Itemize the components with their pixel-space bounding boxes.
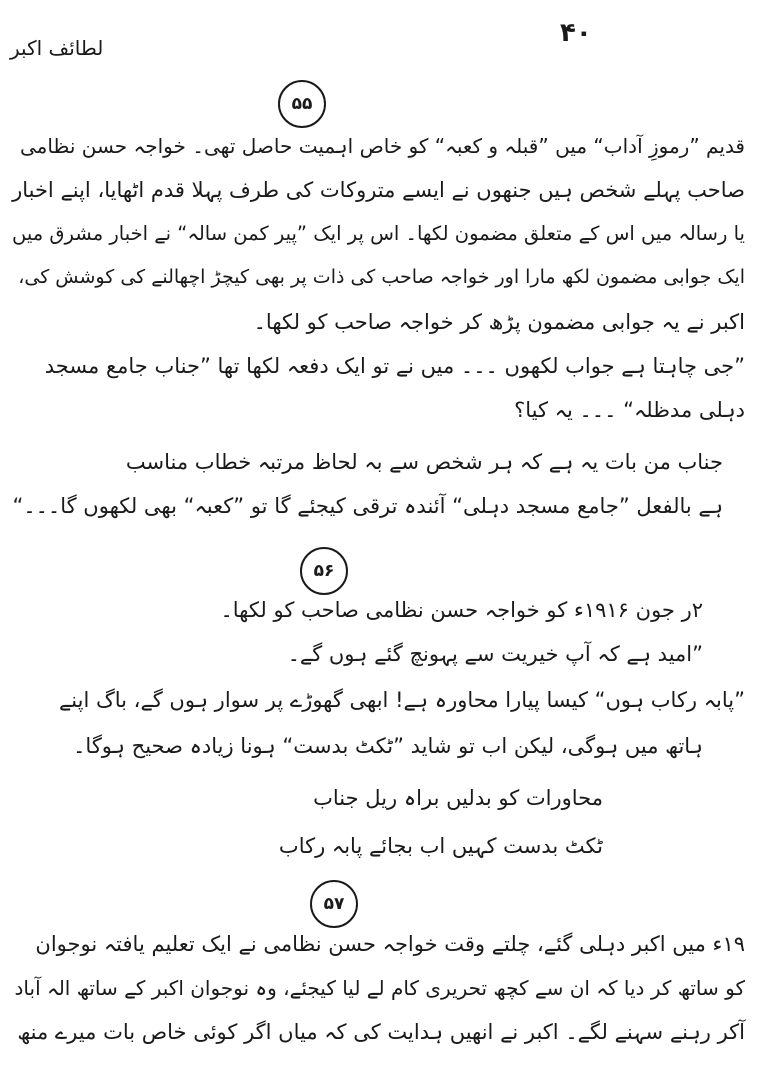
- text-line: کو ساتھ کر دیا کہ ان سے کچھ تحریری کام لے لیا کیجئے، وہ نوجوان اکبر کے ساتھ الہ آباد: [14, 976, 745, 1000]
- verse-line: محاورات کو بدلیں براہ ریل جناب: [313, 786, 603, 810]
- quote-line: ”امید ہے کہ آپ خیریت سے پہونچ گئے ہوں گے۔: [287, 642, 703, 666]
- text-line: اکبر نے یہ جوابی مضمون پڑھ کر خواجہ صاحب کو لکھا۔: [253, 310, 745, 334]
- quote-line: ”پابہ رکاب ہوں“ کیسا پیارا محاورہ ہے! ابھی گھوڑے پر سوار ہوں گے، باگ اپنے: [58, 688, 745, 712]
- quote-line: ہاتھ میں ہوگی، لیکن اب تو شاید ”ٹکٹ بدست“ ہونا زیادہ صحیح ہوگا۔: [73, 734, 703, 758]
- text-line: ۲ر جون ۱۹۱۶ء کو خواجہ حسن نظامی صاحب کو لکھا۔: [220, 598, 703, 622]
- text-line: صاحب پہلے شخص ہیں جنھوں نے ایسے متروکات کی طرف پہلا قدم اٹھایا، اپنے اخبار: [12, 178, 745, 202]
- quote-line: جناب من بات یہ ہے کہ ہر شخص سے بہ لحاظ مرتبہ خطاب مناسب: [125, 450, 723, 474]
- page-number: ۴۰: [560, 18, 592, 48]
- section-number-57: ۵۷: [310, 880, 358, 928]
- quote-line: ”جی چاہتا ہے جواب لکھوں ۔۔۔ میں نے تو ایک دفعہ لکھا تھا ”جناب جامع مسجد: [44, 354, 745, 378]
- section-number-56: ۵۶: [300, 547, 348, 595]
- section-number-55: ۵۵: [278, 80, 326, 128]
- text-line: یا رسالہ میں اس کے متعلق مضمون لکھا۔ اس پر ایک ”پیر کمن سالہ“ نے اخبار مشرق میں: [12, 222, 745, 245]
- running-title: لطائف اکبر: [10, 36, 104, 60]
- quote-line: ہے بالفعل ”جامع مسجد دہلی“ آئندہ ترقی کیجئے گا تو ”کعبہ“ بھی لکھوں گا۔۔۔“: [12, 494, 723, 518]
- text-line: آکر رہنے سہنے لگے۔ اکبر نے انھیں ہدایت کی کہ میاں اگر کوئی خاص بات میرے منھ: [17, 1020, 745, 1044]
- text-line: ۱۹ء میں اکبر دہلی گئے، چلتے وقت خواجہ حسن نظامی نے ایک تعلیم یافتہ نوجوان: [35, 932, 745, 956]
- verse-line: ٹکٹ بدست کہیں اب بجائے پابہ رکاب: [278, 834, 603, 858]
- quote-line: دہلی مدظلہ“ ۔۔۔ یہ کیا؟: [514, 398, 745, 422]
- text-line: ایک جوابی مضمون لکھ مارا اور خواجہ صاحب کی ذات پر بھی کیچڑ اچھالنے کی کوشش کی،: [18, 266, 745, 288]
- text-line: قدیم ”رموزِ آداب“ میں ”قبلہ و کعبہ“ کو خاص اہمیت حاصل تھی۔ خواجہ حسن نظامی: [19, 134, 745, 158]
